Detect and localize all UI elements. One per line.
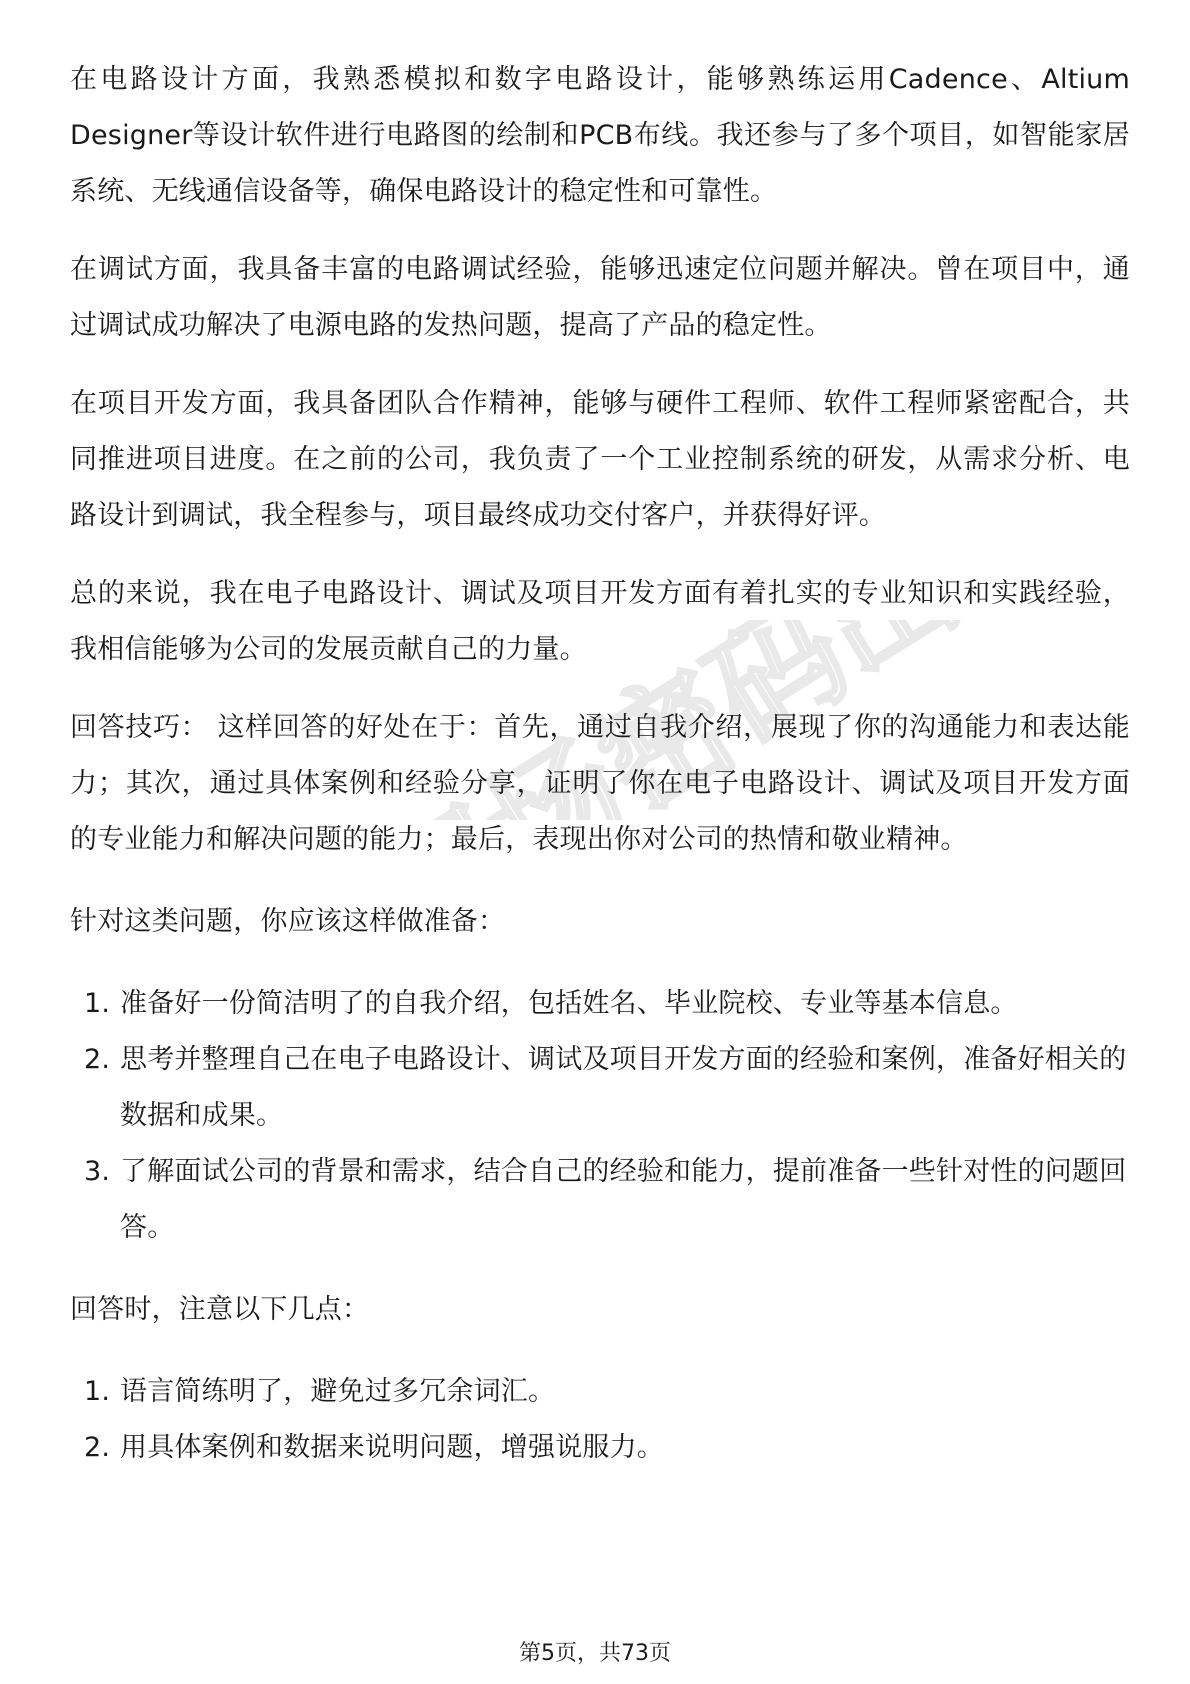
list-item bbox=[70, 1364, 1130, 1420]
prep-list bbox=[70, 976, 1130, 1256]
document-body bbox=[70, 52, 1130, 1502]
paragraph-debugging: 在调试方面，我具备丰富的电路调试经验，能够迅速定位问题并解决。曾在项目中，通过调试成功解决了电源电路的发热问题，提高了产品的稳定性。 bbox=[70, 254, 1130, 341]
list-item-text: 语言简练明了，避免过多冗余词汇。 bbox=[120, 1376, 556, 1407]
notes-heading: 回答时，注意以下几点： bbox=[70, 1294, 370, 1325]
list-item-text: 了解面试公司的背景和需求，结合自己的经验和能力，提前准备一些针对性的问题回答。 bbox=[120, 1156, 1127, 1243]
list-item-text: 思考并整理自己在电子电路设计、调试及项目开发方面的经验和案例，准备好相关的数据和成果。 bbox=[120, 1044, 1127, 1131]
list-item-text: 准备好一份简洁明了的自我介绍，包括姓名、毕业院校、专业等基本信息。 bbox=[120, 988, 1018, 1019]
list-item bbox=[70, 1032, 1130, 1144]
page-footer bbox=[0, 1636, 1190, 1667]
page-number: 第5页，共73页 bbox=[519, 1641, 671, 1666]
paragraph-summary: 总的来说，我在电子电路设计、调试及项目开发方面有着扎实的专业知识和实践经验，我相信能够为公司的发展贡献自己的力量。 bbox=[70, 578, 1130, 665]
paragraph-answer-tips: 回答技巧： 这样回答的好处在于：首先，通过自我介绍，展现了你的沟通能力和表达能力；其次，通过具体案例和经验分享，证明了你在电子电路设计、调试及项目开发方面的专业能力和解决问题的能力；最后，表现出你对公司的热情和敬业精神。 bbox=[70, 712, 1130, 855]
prep-heading: 针对这类问题，你应该这样做准备： bbox=[70, 906, 506, 937]
list-item bbox=[70, 976, 1130, 1032]
list-number: 2. bbox=[84, 1432, 111, 1463]
list-number: 2. bbox=[84, 1044, 111, 1075]
list-number: 1. bbox=[84, 988, 111, 1019]
list-item bbox=[70, 1420, 1130, 1476]
list-number: 1. bbox=[84, 1376, 111, 1407]
paragraph-project-dev: 在项目开发方面，我具备团队合作精神，能够与硬件工程师、软件工程师紧密配合，共同推进项目进度。在之前的公司，我负责了一个工业控制系统的研发，从需求分析、电路设计到调试，我全程参与，项目最终成功交付客户，并获得好评。 bbox=[70, 388, 1130, 531]
list-item-text: 用具体案例和数据来说明问题，增强说服力。 bbox=[120, 1432, 664, 1463]
paragraph-circuit-design: 在电路设计方面，我熟悉模拟和数字电路设计，能够熟练运用Cadence、Altium Designer等设计软件进行电路图的绘制和PCB布线。我还参与了多个项目，如智能家居系统、无线通信设备等，确保电路设计的稳定性和可靠性。 bbox=[70, 64, 1130, 207]
list-number: 3. bbox=[84, 1156, 111, 1187]
list-item bbox=[70, 1144, 1130, 1256]
notes-list bbox=[70, 1364, 1130, 1476]
